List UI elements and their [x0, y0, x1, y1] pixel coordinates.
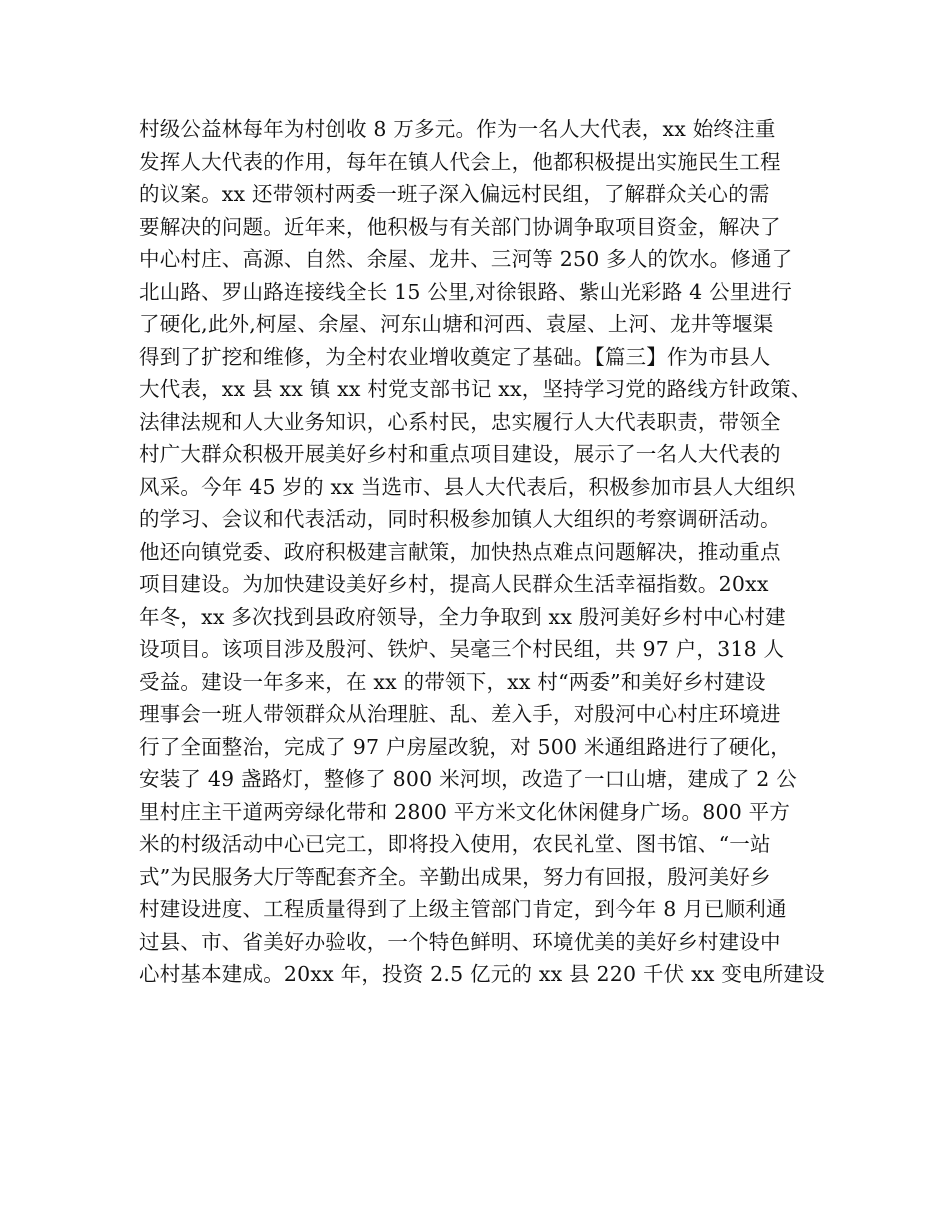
text-line: 过县、市、省美好办验收，一个特色鲜明、环境优美的美好乡村建设中: [139, 929, 781, 954]
text-line: 米的村级活动中心已完工，即将投入使用，农民礼堂、图书馆、“一站: [139, 832, 771, 856]
text-line: 的学习、会议和代表活动，同时积极参加镇人大组织的考察调研活动。: [139, 507, 781, 531]
text-line: 发挥人大代表的作用，每年在镇人代会上，他都积极提出实施民生工程: [139, 149, 781, 174]
text-line: 项目建设。为加快建设美好乡村，提高人民群众生活幸福指数。20xx: [139, 572, 769, 596]
text-line: 安装了 49 盏路灯，整修了 800 米河坝，改造了一口山塘，建成了 2 公: [139, 767, 797, 791]
text-line: 式”为民服务大厅等配套齐全。辛勤出成果，努力有回报，殷河美好乡: [139, 864, 771, 889]
text-line: 村级公益林每年为村创收 8 万多元。作为一名人大代表，xx 始终注重: [139, 117, 776, 141]
body-text: [139, 113, 829, 991]
text-line: 受益。建设一年多来，在 xx 的带领下，xx 村“两委”和美好乡村建设: [139, 669, 766, 694]
text-line: 法律法规和人大业务知识，心系村民，忠实履行人大代表职责，带领全: [139, 409, 781, 434]
text-line: 的议案。xx 还带领村两委一班子深入偏远村民组，了解群众关心的需: [139, 182, 770, 206]
text-line: 年冬，xx 多次找到县政府领导，全力争取到 xx 殷河美好乡村中心村建: [139, 604, 786, 629]
text-line: 行了全面整治，完成了 97 户房屋改貌，对 500 米通组路进行了硬化，: [139, 734, 791, 759]
text-line: 理事会一班人带领群众从治理脏、乱、差入手，对殷河中心村庄环境进: [139, 702, 781, 726]
text-line: 里村庄主干道两旁绿化带和 2800 平方米文化休闲健身广场。800 平方: [139, 799, 791, 824]
text-line: 设项目。该项目涉及殷河、铁炉、吴毫三个村民组，共 97 户，318 人: [139, 637, 785, 661]
text-line: 要解决的问题。近年来，他积极与有关部门协调争取项目资金，解决了: [139, 214, 781, 239]
text-line: 了硬化,此外,柯屋、余屋、河东山塘和河西、袁屋、上河、龙井等堰渠: [139, 312, 774, 336]
text-line: 村广大群众积极开展美好乡村和重点项目建设，展示了一名人大代表的: [139, 442, 781, 466]
text-line: 风采。今年 45 岁的 xx 当选市、县人大代表后，积极参加市县人大组织: [139, 474, 796, 499]
text-line: 村建设进度、工程质量得到了上级主管部门肯定，到今年 8 月已顺利通: [139, 897, 787, 921]
text-line: 心村基本建成。20xx 年，投资 2.5 亿元的 xx 县 220 千伏 xx 变电所建设: [139, 962, 825, 986]
text-line: 中心村庄、高源、自然、余屋、龙井、三河等 250 多人的饮水。修通了: [139, 247, 793, 271]
text-line: 他还向镇党委、政府积极建言献策，加快热点难点问题解决，推动重点: [139, 539, 781, 564]
text-line: 大代表，xx 县 xx 镇 xx 村党支部书记 xx，坚持学习党的路线方针政策、: [139, 377, 812, 401]
text-line: 北山路、罗山路连接线全长 15 公里,对徐银路、紫山光彩路 4 公里进行: [139, 279, 792, 304]
text-line: 得到了扩挖和维修，为全村农业增收奠定了基础。【篇三】作为市县人: [139, 344, 771, 369]
